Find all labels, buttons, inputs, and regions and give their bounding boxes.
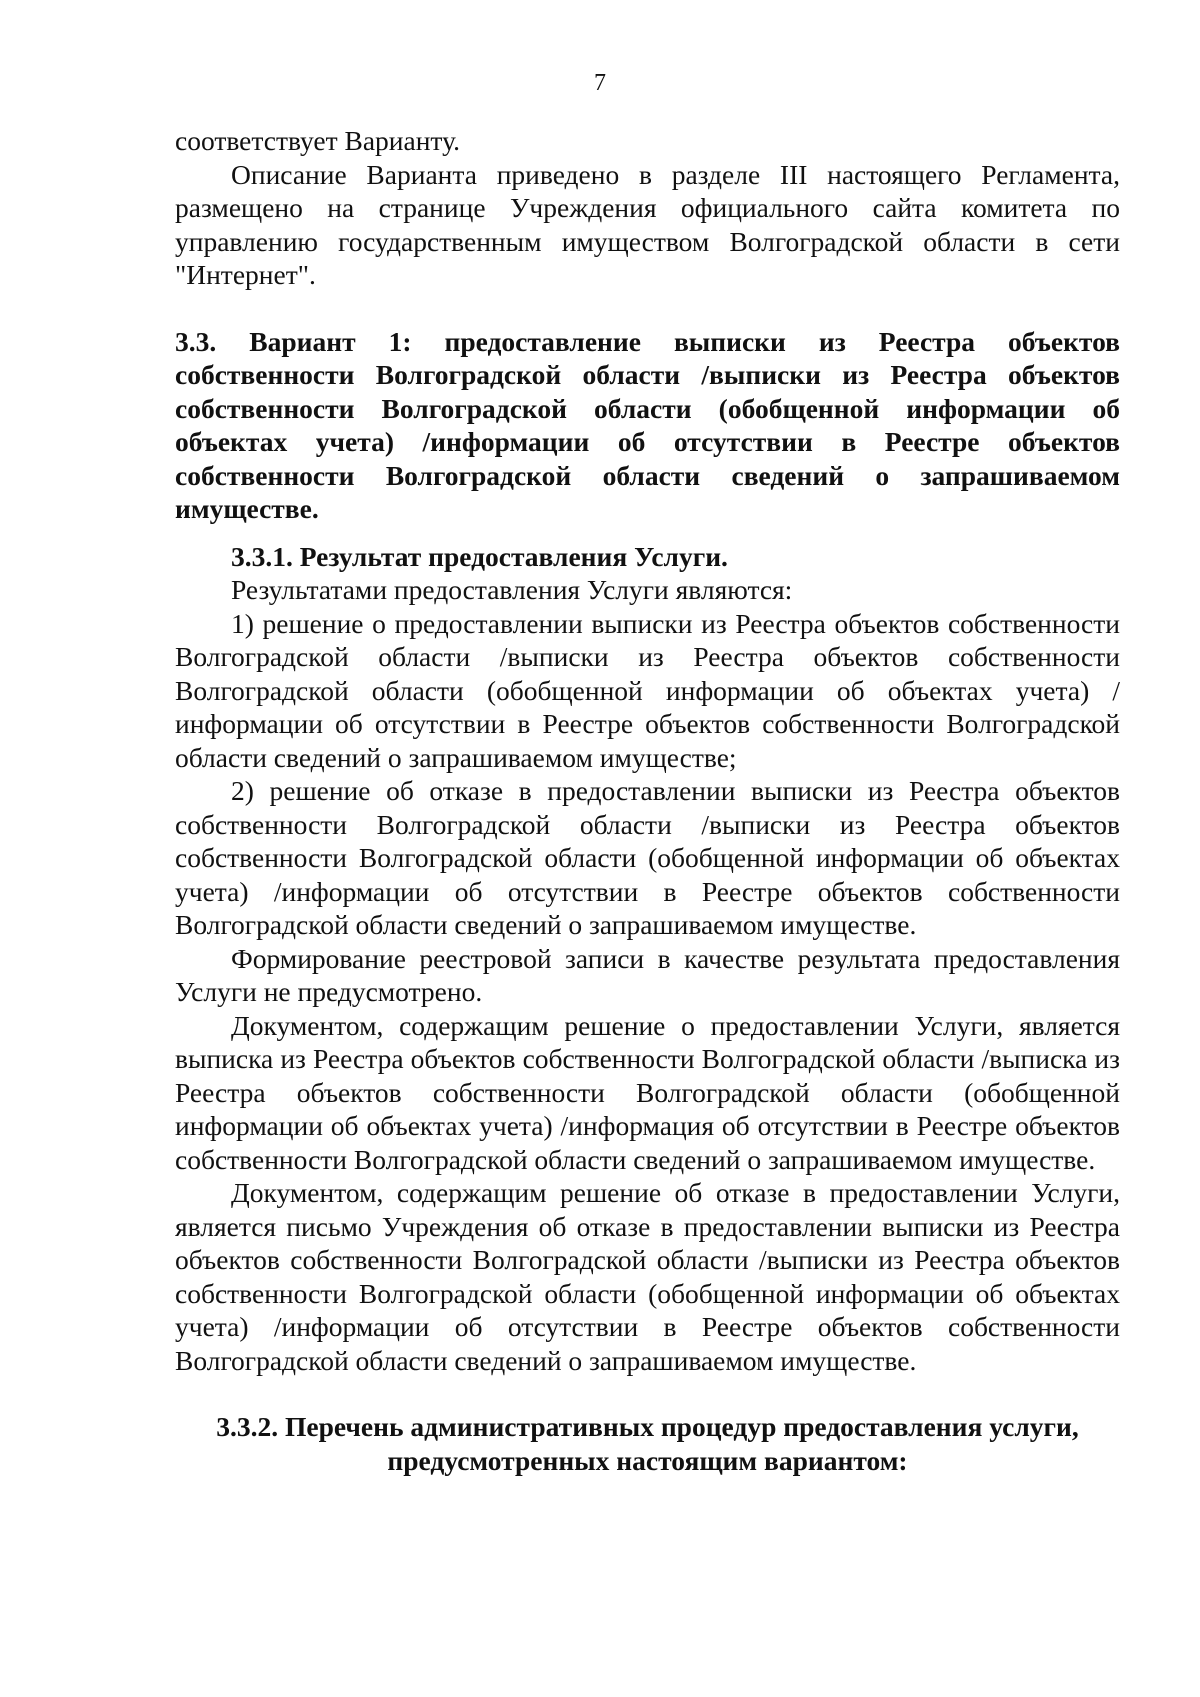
paragraph-refusal-document: Документом, содержащим решение об отказе в предоставлении Услуги, является письмо Учреждения об отказе в предоставлении выписки из Реестра объектов собственности Волгоградской области /выписки из Реестра объектов собственности Волгоградской области (обобщенной информации об объектах учета) /информации об отсутствии в Реестре объектов собственности Волгоградской области сведений о запрашиваемом имуществе.: [175, 1177, 1120, 1376]
paragraph-results-intro: Результатами предоставления Услуги являются:: [231, 574, 793, 605]
subsection-heading-3-3-1: 3.3.1. Результат предоставления Услуги.: [231, 540, 728, 572]
list-item-1: 1) решение о предоставлении выписки из Реестра объектов собственности Волгоградской области /выписки из Реестра объектов собственности Волгоградской области (обобщенной информации об объектах учета) /информации об отсутствии в Реестре объектов собственности Волгоградской области сведений о запрашиваемом имуществе;: [175, 607, 1120, 773]
paragraph-approval-document: Документом, содержащим решение о предоставлении Услуги, является выписка из Реестра объектов собственности Волгоградской области /выписка из Реестра объектов собственности Волгоградской области (обобщенной информации об объектах учета) /информация об отсутствии в Реестре объектов собственности Волгоградской области сведений о запрашиваемом имуществе.: [175, 1009, 1120, 1175]
list-item-2: 2) решение об отказе в предоставлении выписки из Реестра объектов собственности Волгоградской области /выписки из Реестра объектов собственности Волгоградской области (обобщенной информации об объектах учета) /информации об отсутствии в Реестре объектов собственности Волгоградской области сведений о запрашиваемом имуществе.: [175, 775, 1120, 940]
document-body: [175, 124, 1120, 1477]
paragraph-variant-description: Описание Варианта приведено в разделе III настоящего Регламента, размещено на странице Учреждения официального сайта комитета по управлению государственным имуществом Волгоградской области в сети "Интернет".: [175, 158, 1120, 290]
paragraph-variant-match: соответствует Варианту.: [175, 125, 460, 156]
subsection-heading-3-3-2: 3.3.2. Перечень административных процедур предоставления услуги, предусмотренных настоящим вариантом:: [216, 1411, 1079, 1476]
section-heading-3-3: 3.3. Вариант 1: предоставление выписки из Реестра объектов собственности Волгоградской области /выписки из Реестра объектов собственности Волгоградской области (обобщенной информации об объектах учета) /информации об отсутствии в Реестре объектов собственности Волгоградской области сведений о запрашиваемом имуществе.: [175, 325, 1120, 524]
paragraph-registry-record: Формирование реестровой записи в качестве результата предоставления Услуги не предусмотрено.: [175, 942, 1120, 1007]
page-number: 7: [594, 70, 606, 96]
